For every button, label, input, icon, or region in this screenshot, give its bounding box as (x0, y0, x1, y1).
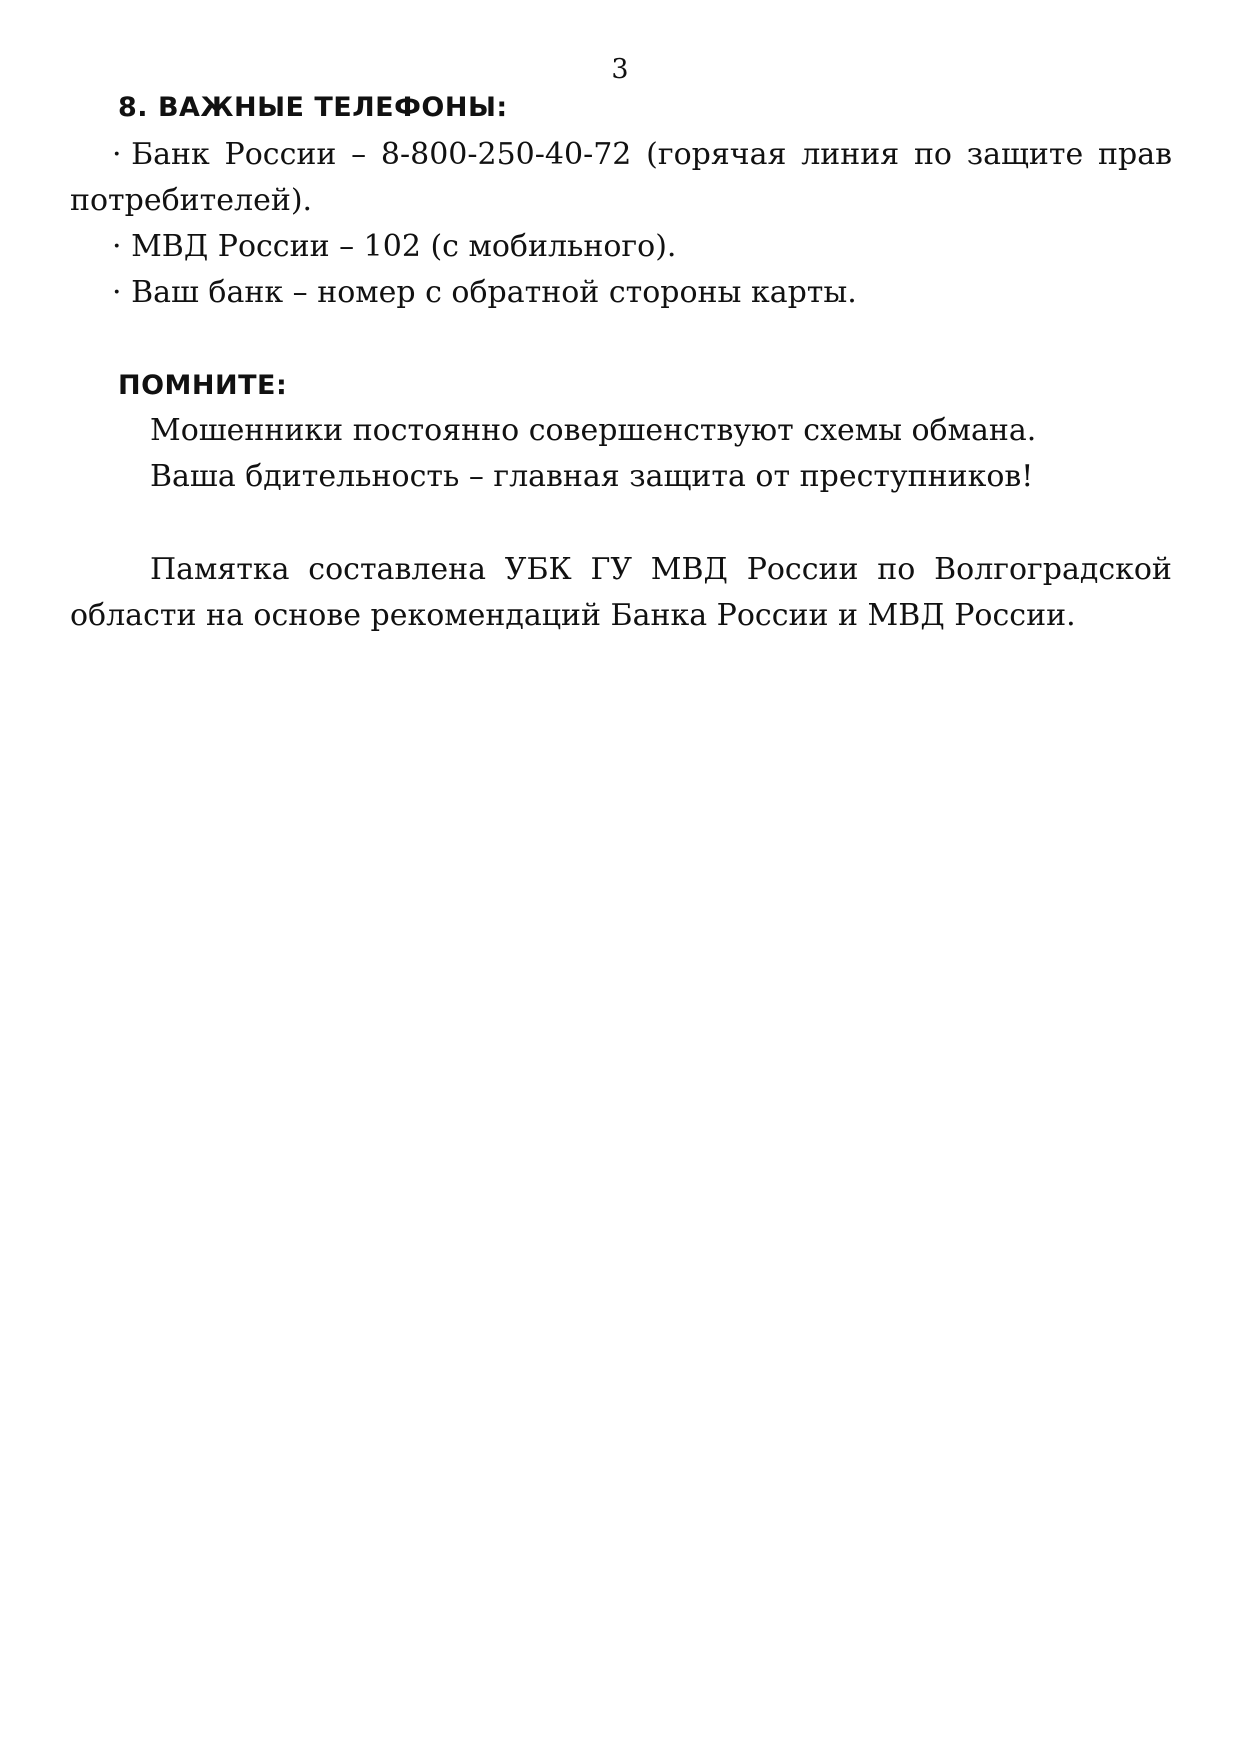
section-heading-important-phones: 8. ВАЖНЫЕ ТЕЛЕФОНЫ: (118, 92, 508, 123)
word: УБК (504, 552, 572, 587)
word: России (224, 137, 337, 172)
word: по (877, 552, 916, 587)
word: 8-800-250-40-72 (380, 137, 632, 172)
word: по (913, 137, 952, 172)
remember-heading: ПОМНИТЕ: (118, 370, 288, 401)
word: (горячая (646, 137, 787, 172)
word: ГУ (590, 552, 633, 587)
word: Волгоградской (934, 552, 1172, 587)
remember-line-2: Ваша бдительность – главная защита от преступников! (150, 459, 1034, 494)
footer-note-line2: области на основе рекомендаций Банка России и МВД России. (70, 598, 1076, 633)
page-number: 3 (611, 54, 629, 85)
word: Памятка (150, 552, 290, 587)
word: · Банк (112, 137, 210, 172)
footer-note-line1 (150, 550, 1172, 590)
word: прав (1098, 137, 1172, 172)
word: составлена (308, 552, 487, 587)
phone-item-your-bank: · Ваш банк – номер с обратной стороны карты. (112, 275, 857, 310)
word: линия (801, 137, 900, 172)
phone-item-bank-of-russia-line1 (112, 135, 1172, 175)
word: защите (966, 137, 1084, 172)
phone-item-bank-of-russia-line2: потребителей). (70, 183, 313, 218)
word: – (351, 137, 367, 172)
phone-item-mvd: · МВД России – 102 (с мобильного). (112, 229, 677, 264)
remember-line-1: Мошенники постоянно совершенствуют схемы обмана. (150, 413, 1037, 448)
word: МВД (650, 552, 728, 587)
word: России (746, 552, 859, 587)
